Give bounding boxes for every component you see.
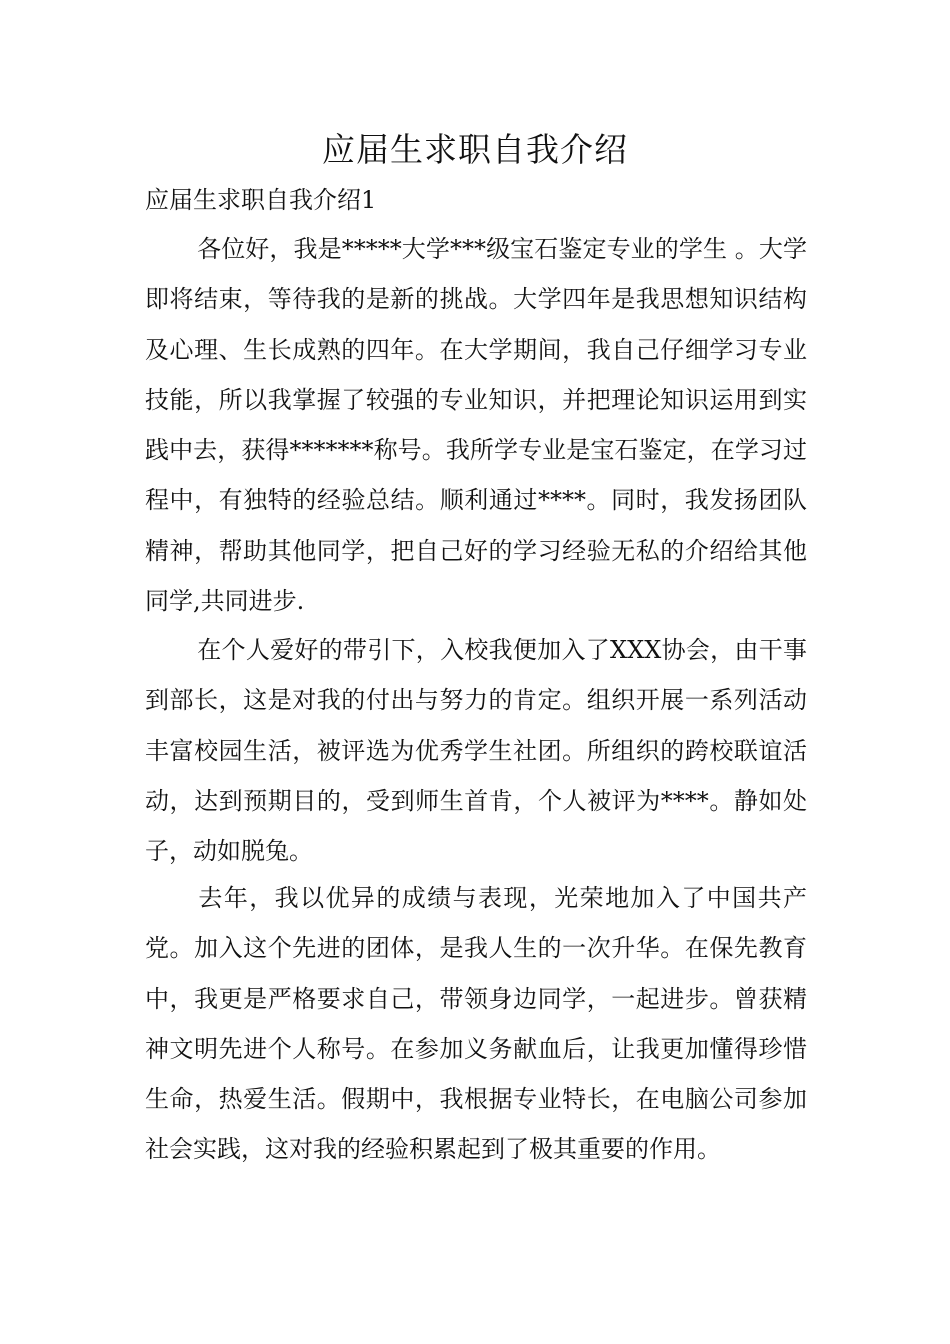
paragraph-1 [145,224,807,626]
paragraph-3 [145,873,807,1175]
paragraph-3-text: 去年，我以优异的成绩与表现，光荣地加入了中国共产党。加入这个先进的团体，是我人生的一次升华。在保先教育中，我更是严格要求自己，带领身边同学，一起进步。曾获精神文明先进个人称号。在参加义务献血后，让我更加懂得珍惜生命，热爱生活。假期中，我根据专业特长，在电脑公司参加社会实践，这对我的经验积累起到了极其重要的作用。 [145,884,807,1164]
paragraph-2 [145,625,807,876]
paragraph-1-text: 各位好，我是*****大学***级宝石鉴定专业的学生 。大学即将结束，等待我的是新的挑战。大学四年是我思想知识结构及心理、生长成熟的四年。在大学期间，我自己仔细学习专业技能，所以我掌握了较强的专业知识，并把理论知识运用到实践中去，获得*******称号。我所学专业是宝石鉴定，在学习过程中，有独特的经验总结。顺利通过****。同时，我发扬团队精神，帮助其他同学，把自己好的学习经验无私的介绍给其他同学,共同进步. [145,235,807,616]
section-heading: 应届生求职自我介绍1 [145,186,377,214]
document-title: 应届生求职自我介绍 [322,130,628,169]
paragraph-2-text: 在个人爱好的带引下，入校我便加入了XXX协会，由干事到部长，这是对我的付出与努力的肯定。组织开展一系列活动丰富校园生活，被评选为优秀学生社团。所组织的跨校联谊活动，达到预期目的，受到师生首肯，个人被评为****。静如处子，动如脱兔。 [145,636,807,866]
